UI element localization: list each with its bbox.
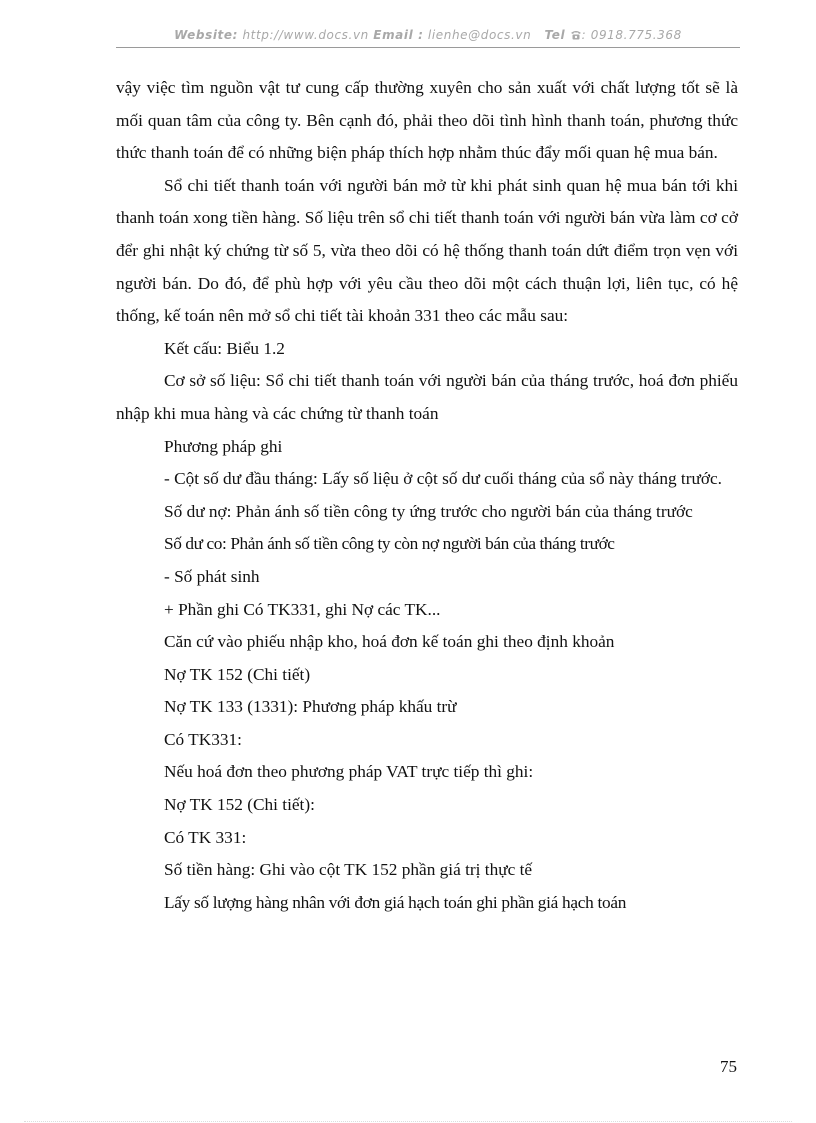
paragraph-11: Căn cứ vào phiếu nhập kho, hoá đơn kế toán ghi theo định khoản [164,632,615,652]
paragraph-10: + Phần ghi Có TK331, ghi Nợ các TK... [164,599,441,619]
page-header [116,28,740,42]
paragraph-13: Nợ TK 133 (1331): Phương pháp khấu trừ [164,697,457,717]
paragraph-18: Số tiền hàng: Ghi vào cột TK 152 phần giá trị thực tế [164,860,533,880]
paragraph-9: - Số phát sinh [164,566,260,586]
paragraph-19: Lấy số lượng hàng nhân với đơn giá hạch toán ghi phần giá hạch toán [164,892,627,912]
phone-icon [570,30,582,40]
paragraph-14: Có TK331: [164,729,242,749]
page-number: 75 [720,1057,737,1076]
paragraph-5: Phương pháp ghi [164,436,283,456]
tel-value: : 0918.775.368 [581,28,682,42]
email-value: lienhe@docs.vn [427,28,532,42]
tel-label: Tel [544,28,566,42]
paragraph-2: Sổ chi tiết thanh toán với người bán mở từ khi phát sinh quan hệ mua bán tới khi thanh toán xong tiền hàng. Số liệu trên sổ chi tiết thanh toán với người bán vừa làm cơ cở đểr ghi nhật ký chứng từ số 5, vừa theo dõi có hệ thống thanh toán dứt điểm trọn vẹn với người bán. Do đó, để phù hợp với yêu cầu theo dõi một cách thuận lợi, liên tục, có hệ thống, kế toán nên mở sổ chi tiết tài khoản 331 theo các mẫu sau: [116,175,738,326]
paragraph-3: Kết cấu: Biểu 1.2 [164,338,285,358]
header-divider [116,47,740,48]
email-label: Email : [373,28,424,42]
paragraph-7: Số dư nợ: Phản ánh số tiền công ty ứng trước cho người bán của tháng trước [164,501,693,521]
paragraph-8: Số dư co: Phản ánh số tiền công ty còn nợ người bán của tháng trước [164,534,615,554]
paragraph-12: Nợ TK 152 (Chi tiết) [164,664,311,684]
footer-divider [24,1121,792,1122]
paragraph-1: vậy việc tìm nguồn vật tư cung cấp thường xuyên cho sản xuất với chất lượng tốt sẽ là mối quan tâm của công ty. Bên cạnh đó, phải theo dõi tình hình thanh toán, phương thức thức thanh toán để có những biện pháp thích hợp nhằm thúc đẩy mối quan hệ mua bán. [116,78,738,163]
paragraph-16: Nợ TK 152 (Chi tiết): [164,795,315,815]
website-label: Website: [174,28,239,42]
document-body [116,72,738,919]
website-value: http://www.docs.vn [242,28,369,42]
paragraph-15: Nếu hoá đơn theo phương pháp VAT trực tiếp thì ghi: [164,762,534,782]
paragraph-4: Cơ sở số liệu: Sổ chi tiết thanh toán với người bán của tháng trước, hoá đơn phiếu nhập khi mua hàng và các chứng từ thanh toán [116,371,738,423]
paragraph-6: - Cột số dư đầu tháng: Lấy số liệu ở cột số dư cuối tháng của sổ này tháng trước. [164,469,722,489]
paragraph-17: Có TK 331: [164,827,247,847]
